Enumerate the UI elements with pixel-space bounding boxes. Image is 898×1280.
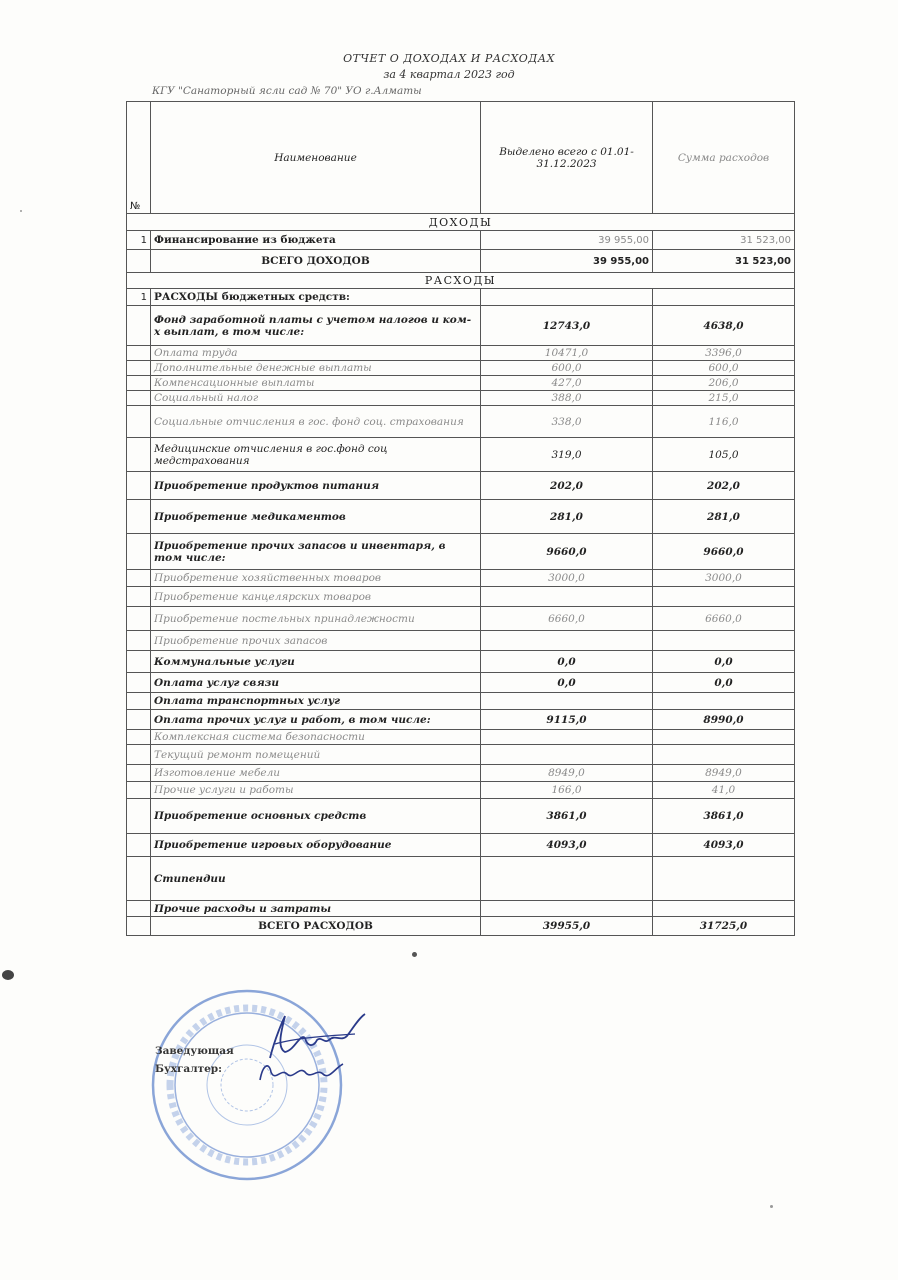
- income-total-spent: 31 523,00: [653, 250, 795, 273]
- row-spent: 3000,0: [653, 570, 795, 587]
- row-name: Приобретение медикаментов: [151, 500, 481, 534]
- row-name: Коммунальные услуги: [151, 651, 481, 673]
- table-row: [127, 857, 795, 901]
- scan-speck: [770, 1205, 773, 1208]
- row-number: [127, 391, 151, 406]
- row-spent: 116,0: [653, 406, 795, 438]
- report-period: за 4 квартал 2023 год: [383, 68, 515, 81]
- row-spent: 4093,0: [653, 834, 795, 857]
- row-allocated: [481, 745, 653, 765]
- row-allocated: 319,0: [481, 438, 653, 472]
- row-allocated: 166,0: [481, 782, 653, 799]
- row-spent: 41,0: [653, 782, 795, 799]
- table-row: [127, 710, 795, 730]
- row-spent: 9660,0: [653, 534, 795, 570]
- row-spent: 6660,0: [653, 607, 795, 631]
- row-allocated: [481, 730, 653, 745]
- row-spent: 3861,0: [653, 799, 795, 834]
- row-number: [127, 376, 151, 391]
- row-number: [127, 673, 151, 693]
- row-allocated: 281,0: [481, 500, 653, 534]
- row-name: Приобретение прочих запасов и инвентаря, в том числе:: [151, 534, 481, 570]
- row-allocated: 338,0: [481, 406, 653, 438]
- table-row: [127, 472, 795, 500]
- row-number: [127, 361, 151, 376]
- expense-rows: [127, 289, 795, 917]
- expense-total-row: [127, 917, 795, 936]
- table-header-row: [127, 102, 795, 214]
- row-allocated: 4093,0: [481, 834, 653, 857]
- row-spent: 3396,0: [653, 346, 795, 361]
- row-number: [127, 901, 151, 917]
- row-name: Оплата транспортных услуг: [151, 693, 481, 710]
- expense-total-label: ВСЕГО РАСХОДОВ: [151, 917, 481, 936]
- row-allocated: 12743,0: [481, 306, 653, 346]
- row-allocated: [481, 587, 653, 607]
- table-row: [127, 607, 795, 631]
- row-number: [127, 745, 151, 765]
- row-spent: [653, 745, 795, 765]
- income-section-title: ДОХОДЫ: [127, 214, 795, 231]
- row-allocated: [481, 631, 653, 651]
- row-spent: [653, 693, 795, 710]
- table-row: [127, 361, 795, 376]
- table-row: [127, 693, 795, 710]
- table-row: [127, 745, 795, 765]
- row-allocated: 3861,0: [481, 799, 653, 834]
- table-row: [127, 570, 795, 587]
- row-number: [127, 306, 151, 346]
- row-spent: [653, 587, 795, 607]
- row-name: Приобретение прочих запасов: [151, 631, 481, 651]
- row-name: Социальные отчисления в гос. фонд соц. страхования: [151, 406, 481, 438]
- table-row: [127, 438, 795, 472]
- row-name: Медицинские отчисления в гос.фонд соц медстрахования: [151, 438, 481, 472]
- row-number: [127, 631, 151, 651]
- row-allocated: [481, 901, 653, 917]
- row-name: Компенсационные выплаты: [151, 376, 481, 391]
- income-total-allocated: 39 955,00: [481, 250, 653, 273]
- row-allocated: 10471,0: [481, 346, 653, 361]
- row-number: 1: [127, 231, 151, 250]
- ink-dot: [412, 952, 417, 957]
- row-number: [127, 799, 151, 834]
- row-number: [127, 710, 151, 730]
- col-name-header: Наименование: [151, 102, 481, 214]
- table-row: [127, 651, 795, 673]
- row-number: [127, 607, 151, 631]
- row-spent: 8990,0: [653, 710, 795, 730]
- col-num-header: №: [127, 102, 151, 214]
- table-row: [127, 782, 795, 799]
- table-row: [127, 534, 795, 570]
- row-allocated: [481, 857, 653, 901]
- table-row: [127, 730, 795, 745]
- row-spent: 600,0: [653, 361, 795, 376]
- row-allocated: [481, 693, 653, 710]
- row-spent: 8949,0: [653, 765, 795, 782]
- row-name: Приобретение хозяйственных товаров: [151, 570, 481, 587]
- income-total-row: [127, 250, 795, 273]
- row-number: [127, 834, 151, 857]
- row-spent: 0,0: [653, 651, 795, 673]
- row-allocated: 202,0: [481, 472, 653, 500]
- head-signature-label: Заведующая: [155, 1045, 234, 1057]
- row-name: Прочие услуги и работы: [151, 782, 481, 799]
- row-number: [127, 782, 151, 799]
- row-number: [127, 651, 151, 673]
- row-number: [127, 472, 151, 500]
- row-name: Текущий ремонт помещений: [151, 745, 481, 765]
- table-row: [127, 346, 795, 361]
- row-allocated: 9115,0: [481, 710, 653, 730]
- row-allocated: [481, 289, 653, 306]
- expense-total-spent: 31725,0: [653, 917, 795, 936]
- row-number: [127, 693, 151, 710]
- row-spent: 0,0: [653, 673, 795, 693]
- row-spent: [653, 857, 795, 901]
- expense-total-allocated: 39955,0: [481, 917, 653, 936]
- table-row: [127, 406, 795, 438]
- scan-speck: [20, 210, 22, 212]
- row-allocated: 388,0: [481, 391, 653, 406]
- row-spent: [653, 730, 795, 745]
- income-section-row: [127, 214, 795, 231]
- table-row: [127, 391, 795, 406]
- row-spent: 105,0: [653, 438, 795, 472]
- row-allocated: 39 955,00: [481, 231, 653, 250]
- table-row: [127, 631, 795, 651]
- row-number: [127, 570, 151, 587]
- row-name: Оплата услуг связи: [151, 673, 481, 693]
- table-row: [127, 901, 795, 917]
- row-name: Оплата прочих услуг и работ, в том числе:: [151, 710, 481, 730]
- row-spent: 4638,0: [653, 306, 795, 346]
- row-name: Оплата труда: [151, 346, 481, 361]
- row-allocated: 600,0: [481, 361, 653, 376]
- row-name: Приобретение канцелярских товаров: [151, 587, 481, 607]
- table-row: [127, 289, 795, 306]
- table-row: [127, 673, 795, 693]
- row-number: [127, 500, 151, 534]
- table-row: [127, 834, 795, 857]
- row-number: [127, 857, 151, 901]
- income-total-label: ВСЕГО ДОХОДОВ: [151, 250, 481, 273]
- table-row: [127, 799, 795, 834]
- organization-name: КГУ "Санаторный ясли сад № 70" УО г.Алматы: [152, 85, 422, 97]
- row-spent: [653, 631, 795, 651]
- row-name: РАСХОДЫ бюджетных средств:: [151, 289, 481, 306]
- row-name: Изготовление мебели: [151, 765, 481, 782]
- accountant-signature: [255, 1058, 350, 1086]
- row-name: Приобретение игровых оборудование: [151, 834, 481, 857]
- row-spent: 281,0: [653, 500, 795, 534]
- row-spent: 202,0: [653, 472, 795, 500]
- row-allocated: 0,0: [481, 651, 653, 673]
- row-allocated: 8949,0: [481, 765, 653, 782]
- row-number: [127, 534, 151, 570]
- row-name: Приобретение основных средств: [151, 799, 481, 834]
- row-spent: 31 523,00: [653, 231, 795, 250]
- row-name: Дополнительные денежные выплаты: [151, 361, 481, 376]
- row-allocated: 9660,0: [481, 534, 653, 570]
- row-number: 1: [127, 289, 151, 306]
- row-name: Социальный налог: [151, 391, 481, 406]
- row-number: [127, 730, 151, 745]
- row-spent: 215,0: [653, 391, 795, 406]
- row-number: [127, 346, 151, 361]
- row-allocated: 3000,0: [481, 570, 653, 587]
- row-name: Приобретение продуктов питания: [151, 472, 481, 500]
- row-allocated: 427,0: [481, 376, 653, 391]
- accountant-signature-label: Бухгалтер:: [155, 1063, 222, 1075]
- row-name: Финансирование из бюджета: [151, 231, 481, 250]
- table-row: [127, 376, 795, 391]
- row-number: [127, 587, 151, 607]
- scan-mark: [2, 970, 14, 980]
- row-name: Стипендии: [151, 857, 481, 901]
- row-spent: [653, 901, 795, 917]
- row-allocated: 0,0: [481, 673, 653, 693]
- table-row: [127, 231, 795, 250]
- table-row: [127, 765, 795, 782]
- row-name: Прочие расходы и затраты: [151, 901, 481, 917]
- col-allocated-header: Выделено всего с 01.01-31.12.2023: [481, 102, 653, 214]
- row-name: Фонд заработной платы с учетом налогов и ком-х выплат, в том числе:: [151, 306, 481, 346]
- row-number: [127, 406, 151, 438]
- row-name: Комплексная система безопасности: [151, 730, 481, 745]
- row-spent: 206,0: [653, 376, 795, 391]
- report-title: ОТЧЕТ О ДОХОДАХ И РАСХОДАХ: [343, 52, 555, 65]
- row-number: [127, 438, 151, 472]
- row-name: Приобретение постельных принадлежности: [151, 607, 481, 631]
- head-signature: [255, 1008, 375, 1063]
- table-row: [127, 587, 795, 607]
- table-row: [127, 306, 795, 346]
- expense-section-title: РАСХОДЫ: [127, 273, 795, 289]
- row-allocated: 6660,0: [481, 607, 653, 631]
- expense-section-row: [127, 273, 795, 289]
- row-spent: [653, 289, 795, 306]
- table-row: [127, 500, 795, 534]
- report-table: [126, 101, 795, 936]
- row-number: [127, 765, 151, 782]
- col-spent-header: Сумма расходов: [653, 102, 795, 214]
